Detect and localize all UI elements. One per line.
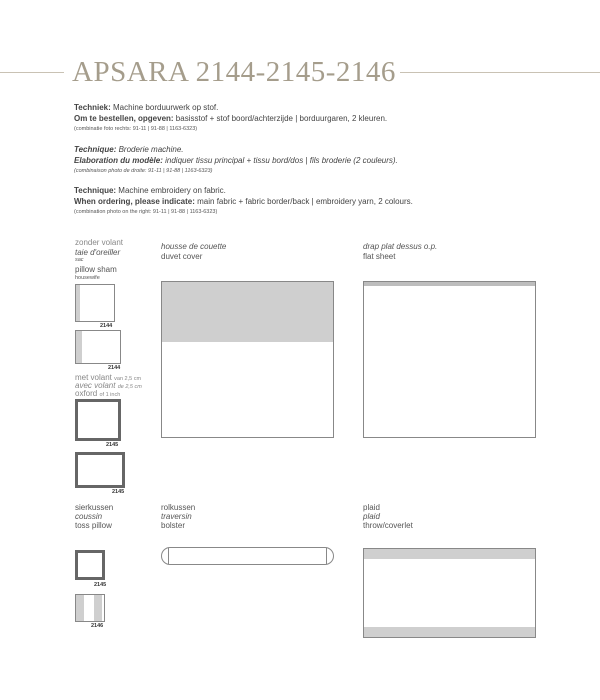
flat-label-fr: drap plat dessus o.p. (363, 242, 438, 251)
fr-order-line (74, 156, 398, 165)
fr-technique-text: Broderie machine. (116, 145, 184, 154)
nl-technique-text: Machine borduurwerk op stof. (110, 103, 219, 112)
toss-pillow-drawing (75, 550, 105, 580)
throw-top-band (364, 549, 535, 559)
pillow-label-en-sub: housewife (75, 275, 100, 281)
flanged-nl-sub: van 2,5 cm (114, 376, 142, 382)
pillow-sham-drawing-2 (75, 330, 121, 364)
flanged-en-text: oxford (75, 389, 98, 398)
throw-label-fr: plaid (363, 512, 380, 521)
throw-label-en: throw/coverlet (363, 521, 413, 530)
page-title: APSARA 2144-2145-2146 (72, 56, 396, 88)
pillow-label-fr-sub: sac (75, 257, 84, 263)
title-rule-right (400, 72, 600, 73)
fr-order-text: indiquer tissu principal + tissu bord/dos | fils broderie (2 couleurs). (162, 156, 398, 165)
en-order-text: main fabric + fabric border/back | embroidery yarn, 2 colours. (194, 197, 413, 206)
nl-combination: (combinatie foto rechts: 91-11 | 91-88 | 1163-6323) (74, 126, 198, 132)
pillow-sham-band-2 (76, 331, 82, 363)
throw-label-nl: plaid (363, 503, 380, 512)
fr-technique-line (74, 145, 184, 154)
toss-label-en: toss pillow (75, 521, 112, 530)
duvet-label-fr: housse de couette (161, 242, 227, 251)
nl-technique-label: Techniek: (74, 103, 111, 112)
bolster-end-left (168, 548, 169, 564)
code-2145-a: 2145 (106, 442, 119, 448)
bolster-end-right (326, 548, 327, 564)
flanged-pillow-drawing-2 (75, 452, 125, 488)
nl-order-label: Om te bestellen, opgeven: (74, 114, 174, 123)
toss-band-right (94, 595, 102, 621)
en-order-line (74, 197, 413, 206)
pillow-label-nl: zonder volant (75, 238, 124, 247)
en-order-label: When ordering, please indicate: (74, 197, 195, 206)
pillow-sham-drawing (75, 284, 115, 322)
title-rule-left (0, 72, 64, 73)
fr-combination: (combinaison photo de droite: 91-11 | 91-88 | 1163-6323) (74, 168, 213, 174)
code-2145-toss: 2145 (94, 582, 107, 588)
bolster-label-fr: traversin (161, 512, 192, 521)
toss-pillow-drawing-2 (75, 594, 105, 622)
bolster-label-en: bolster (161, 521, 186, 530)
flat-sheet-hem (364, 282, 535, 286)
en-technique-line (74, 186, 226, 195)
flat-label-en: flat sheet (363, 252, 396, 261)
code-2144-a: 2144 (100, 323, 113, 329)
code-2145-b: 2145 (112, 489, 125, 495)
nl-order-line (74, 114, 387, 123)
en-technique-label: Technique: (74, 186, 117, 195)
flanged-pillow-drawing (75, 399, 121, 441)
fr-technique-label: Technique: (74, 145, 117, 154)
pillow-label-en: pillow sham (75, 265, 117, 274)
pillow-sham-band (76, 285, 80, 321)
nl-order-text: basisstof + stof boord/achterzijde | borduurgaren, 2 kleuren. (173, 114, 388, 123)
bolster-drawing (161, 547, 334, 565)
toss-band-left (76, 595, 84, 621)
throw-drawing (363, 548, 536, 638)
duvet-cover-drawing (161, 281, 334, 438)
duvet-label-en: duvet cover (161, 252, 203, 261)
flanged-en-sub: of 1 inch (99, 392, 121, 398)
throw-bottom-band (364, 627, 535, 637)
flanged-fr-sub: de 2,5 cm (117, 384, 142, 390)
code-2146: 2146 (91, 623, 104, 629)
flanged-nl-text: met volant (75, 373, 112, 382)
pillow-label-fr: taie d'oreiller (75, 248, 121, 257)
duvet-top-band (162, 282, 333, 342)
nl-technique-line (74, 103, 218, 112)
flanged-fr-text: avec volant (75, 381, 116, 390)
flat-sheet-drawing (363, 281, 536, 438)
code-2144-b: 2144 (108, 365, 121, 371)
en-combination: (combination photo on the right: 91-11 | 91-88 | 1163-6323) (74, 209, 218, 215)
toss-label-nl: sierkussen (75, 503, 114, 512)
bolster-label-nl: rolkussen (161, 503, 196, 512)
toss-label-fr: coussin (75, 512, 103, 521)
en-technique-text: Machine embroidery on fabric. (116, 186, 226, 195)
fr-order-label: Elaboration du modèle: (74, 156, 163, 165)
